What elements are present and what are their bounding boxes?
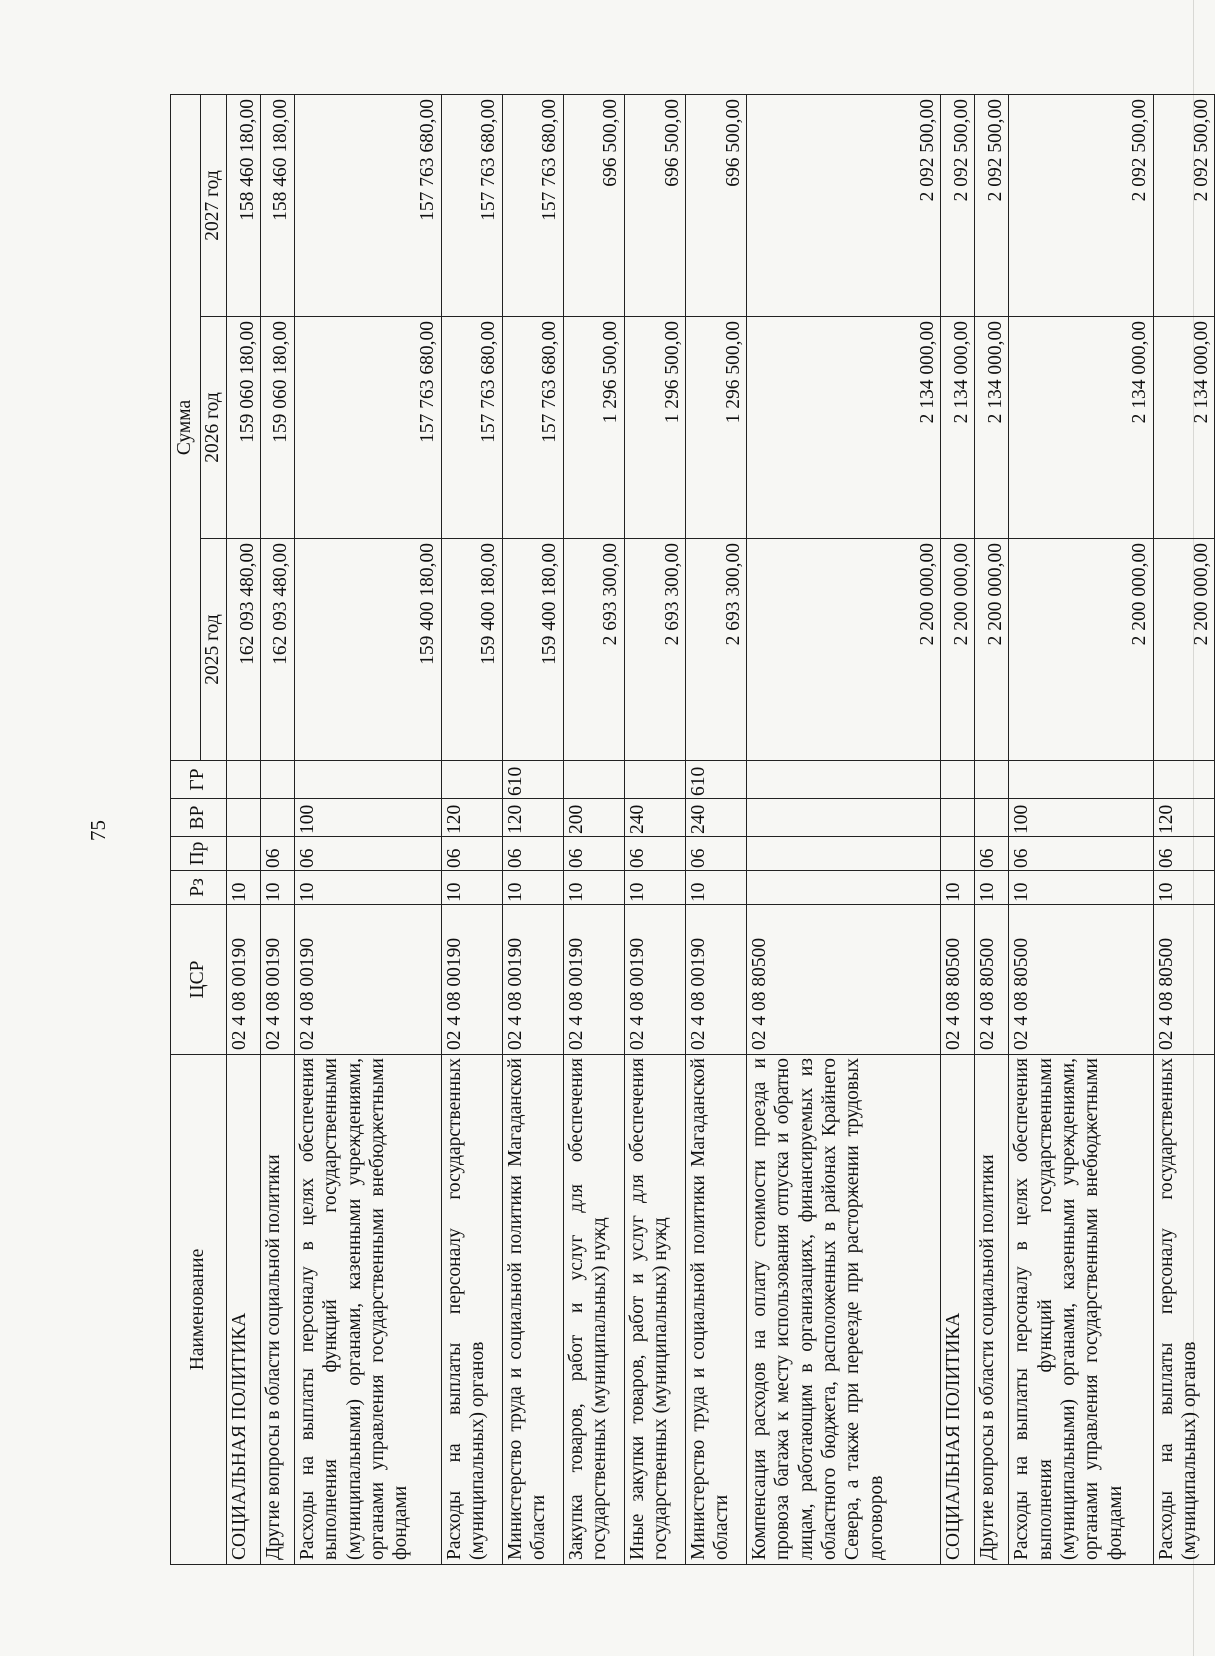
row-name: Компенсация расходов на оплату стоимости проезда и провоза багажа к месту использования отпуска и обратно лицам, работающим в организациях, финансируемых из областного бюджета, расположенных в районах Крайнего Севера, а также при переезде при расторжении трудовых договоров	[746, 1055, 940, 1565]
row-sum-2027: 696 500,00	[624, 95, 685, 317]
row-vr: 240	[685, 799, 746, 837]
row-pr: 06	[502, 837, 563, 871]
row-sum-2026: 2 134 000,00	[941, 317, 975, 539]
row-name: Министерство труда и социальной политики Магаданской области	[685, 1055, 746, 1565]
row-gr	[441, 761, 502, 799]
row-gr	[260, 761, 294, 799]
table-row	[941, 95, 975, 1565]
header-vr: ВР	[171, 799, 227, 837]
row-gr: 610	[502, 761, 563, 799]
row-sum-2025: 159 400 180,00	[294, 539, 441, 761]
row-csr: 02 4 08 80500	[746, 905, 940, 1055]
row-rz	[746, 871, 940, 905]
row-csr: 02 4 08 00190	[624, 905, 685, 1055]
row-pr: 06	[260, 837, 294, 871]
row-sum-2027: 157 763 680,00	[502, 95, 563, 317]
row-name: Закупка товаров, работ и услуг для обеспечения государственных (муниципальных) нужд	[563, 1055, 624, 1565]
row-sum-2026: 2 134 000,00	[975, 317, 1009, 539]
table-row	[624, 95, 685, 1565]
row-sum-2026: 2 134 000,00	[1009, 317, 1154, 539]
row-rz: 10	[624, 871, 685, 905]
row-sum-2027: 158 460 180,00	[227, 95, 261, 317]
header-row-top	[171, 95, 201, 1565]
table-row	[441, 95, 502, 1565]
row-sum-2027: 696 500,00	[563, 95, 624, 317]
header-name: Наименование	[171, 1055, 227, 1565]
row-rz: 10	[227, 871, 261, 905]
row-pr: 06	[441, 837, 502, 871]
table-row	[746, 95, 940, 1565]
row-pr: 06	[1153, 837, 1214, 871]
row-vr	[746, 799, 940, 837]
row-sum-2027: 2 092 500,00	[746, 95, 940, 317]
row-sum-2027: 2 092 500,00	[941, 95, 975, 317]
row-pr: 06	[294, 837, 441, 871]
row-rz: 10	[1153, 871, 1214, 905]
row-sum-2025: 2 200 000,00	[975, 539, 1009, 761]
row-vr	[227, 799, 261, 837]
row-pr	[941, 837, 975, 871]
table-row	[1153, 95, 1214, 1565]
row-sum-2026: 157 763 680,00	[502, 317, 563, 539]
row-name: Расходы на выплаты персоналу государственных (муниципальных) органов	[1153, 1055, 1214, 1565]
row-vr: 100	[294, 799, 441, 837]
row-sum-2025: 159 400 180,00	[502, 539, 563, 761]
row-gr: 610	[685, 761, 746, 799]
table-row	[227, 95, 261, 1565]
row-name: Министерство труда и социальной политики Магаданской области	[502, 1055, 563, 1565]
header-2027: 2027 год	[201, 95, 227, 317]
row-vr	[260, 799, 294, 837]
header-2026: 2026 год	[201, 317, 227, 539]
row-sum-2026: 1 296 500,00	[563, 317, 624, 539]
row-csr: 02 4 08 00190	[227, 905, 261, 1055]
row-rz: 10	[294, 871, 441, 905]
row-vr: 120	[502, 799, 563, 837]
row-sum-2025: 162 093 480,00	[227, 539, 261, 761]
row-vr: 120	[441, 799, 502, 837]
rotated-table-container	[170, 95, 1215, 1565]
row-gr	[941, 761, 975, 799]
row-pr: 06	[975, 837, 1009, 871]
row-gr	[294, 761, 441, 799]
row-csr: 02 4 08 00190	[441, 905, 502, 1055]
row-sum-2025: 2 693 300,00	[563, 539, 624, 761]
table-row	[563, 95, 624, 1565]
row-sum-2025: 159 400 180,00	[441, 539, 502, 761]
row-vr: 240	[624, 799, 685, 837]
row-gr	[227, 761, 261, 799]
row-csr: 02 4 08 80500	[975, 905, 1009, 1055]
header-sum: Сумма	[171, 95, 201, 761]
row-sum-2025: 2 200 000,00	[941, 539, 975, 761]
row-rz: 10	[563, 871, 624, 905]
header-gr: ГР	[171, 761, 227, 799]
row-name: Расходы на выплаты персоналу в целях обеспечения выполнения функций государственными (муниципальными) органами, казенными учреждениями, органами управления государственными внебюджетными фондами	[294, 1055, 441, 1565]
page-number: 75	[86, 820, 110, 841]
row-csr: 02 4 08 00190	[260, 905, 294, 1055]
table-row	[502, 95, 563, 1565]
row-name: Иные закупки товаров, работ и услуг для обеспечения государственных (муниципальных) нужд	[624, 1055, 685, 1565]
table-row	[260, 95, 294, 1565]
row-gr	[746, 761, 940, 799]
row-sum-2026: 159 060 180,00	[260, 317, 294, 539]
row-rz: 10	[685, 871, 746, 905]
row-sum-2025: 162 093 480,00	[260, 539, 294, 761]
row-csr: 02 4 08 80500	[1153, 905, 1214, 1055]
row-csr: 02 4 08 00190	[294, 905, 441, 1055]
row-name: СОЦИАЛЬНАЯ ПОЛИТИКА	[227, 1055, 261, 1565]
table-row	[294, 95, 441, 1565]
row-sum-2026: 159 060 180,00	[227, 317, 261, 539]
row-vr: 100	[1009, 799, 1154, 837]
row-rz: 10	[260, 871, 294, 905]
row-sum-2025: 2 693 300,00	[624, 539, 685, 761]
row-csr: 02 4 08 00190	[685, 905, 746, 1055]
row-sum-2026: 157 763 680,00	[294, 317, 441, 539]
row-sum-2027: 2 092 500,00	[975, 95, 1009, 317]
row-sum-2026: 1 296 500,00	[685, 317, 746, 539]
row-pr: 06	[685, 837, 746, 871]
row-rz: 10	[941, 871, 975, 905]
row-vr: 120	[1153, 799, 1214, 837]
row-sum-2027: 157 763 680,00	[441, 95, 502, 317]
row-rz: 10	[502, 871, 563, 905]
row-rz: 10	[1009, 871, 1154, 905]
row-vr	[941, 799, 975, 837]
budget-table	[170, 94, 1215, 1565]
row-sum-2027: 696 500,00	[685, 95, 746, 317]
row-rz: 10	[975, 871, 1009, 905]
row-sum-2026: 2 134 000,00	[746, 317, 940, 539]
row-sum-2025: 2 693 300,00	[685, 539, 746, 761]
row-rz: 10	[441, 871, 502, 905]
row-name: Расходы на выплаты персоналу в целях обеспечения выполнения функций государственными (муниципальными) органами, казенными учреждениями, органами управления государственными внебюджетными фондами	[1009, 1055, 1154, 1565]
header-rz: Рз	[171, 871, 227, 905]
row-pr: 06	[1009, 837, 1154, 871]
row-name: Другие вопросы в области социальной политики	[260, 1055, 294, 1565]
row-pr	[227, 837, 261, 871]
row-sum-2026: 1 296 500,00	[624, 317, 685, 539]
header-pr: Пр	[171, 837, 227, 871]
row-sum-2027: 158 460 180,00	[260, 95, 294, 317]
row-sum-2025: 2 200 000,00	[1153, 539, 1214, 761]
header-csr: ЦСР	[171, 905, 227, 1055]
row-csr: 02 4 08 00190	[502, 905, 563, 1055]
row-name: Другие вопросы в области социальной политики	[975, 1055, 1009, 1565]
row-gr	[975, 761, 1009, 799]
row-vr: 200	[563, 799, 624, 837]
row-name: СОЦИАЛЬНАЯ ПОЛИТИКА	[941, 1055, 975, 1565]
row-sum-2025: 2 200 000,00	[1009, 539, 1154, 761]
row-sum-2026: 157 763 680,00	[441, 317, 502, 539]
row-vr	[975, 799, 1009, 837]
row-gr	[1009, 761, 1154, 799]
row-csr: 02 4 08 00190	[563, 905, 624, 1055]
row-sum-2027: 2 092 500,00	[1153, 95, 1214, 317]
row-gr	[563, 761, 624, 799]
table-row	[975, 95, 1009, 1565]
row-name: Расходы на выплаты персоналу государственных (муниципальных) органов	[441, 1055, 502, 1565]
row-sum-2026: 2 134 000,00	[1153, 317, 1214, 539]
row-pr	[746, 837, 940, 871]
header-2025: 2025 год	[201, 539, 227, 761]
row-pr: 06	[563, 837, 624, 871]
table-row	[685, 95, 746, 1565]
row-gr	[624, 761, 685, 799]
row-csr: 02 4 08 80500	[1009, 905, 1154, 1055]
table-row	[1009, 95, 1154, 1565]
row-sum-2025: 2 200 000,00	[746, 539, 940, 761]
row-sum-2027: 157 763 680,00	[294, 95, 441, 317]
row-gr	[1153, 761, 1214, 799]
row-sum-2027: 2 092 500,00	[1009, 95, 1154, 317]
row-csr: 02 4 08 80500	[941, 905, 975, 1055]
row-pr: 06	[624, 837, 685, 871]
